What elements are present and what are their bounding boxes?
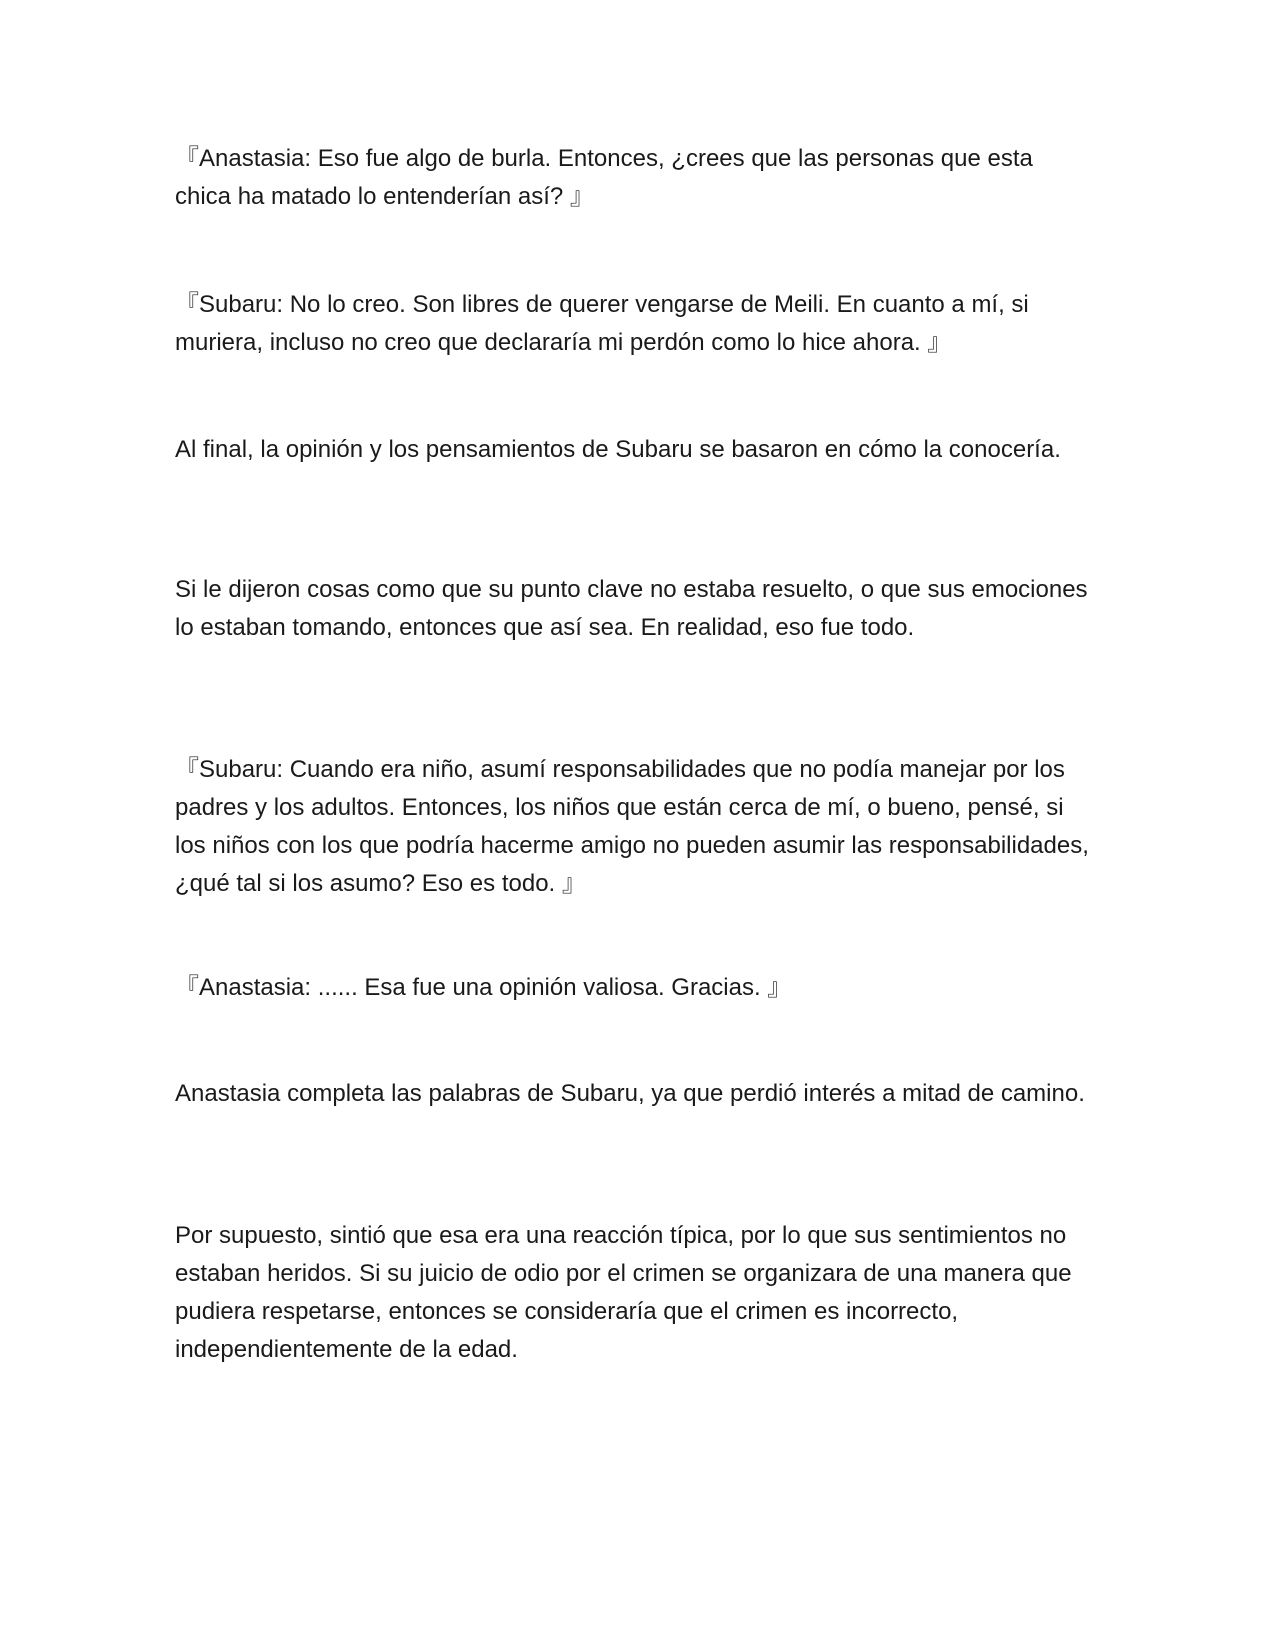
paragraph-dialogue-anastasia-2: 『Anastasia: ...... Esa fue una opinión valiosa. Gracias. 』	[175, 974, 792, 1001]
paragraph-narration-4: Por supuesto, sintió que esa era una reacción típica, por lo que sus sentimientos no estaban heridos. Si su juicio de odio por el crimen se organizara de una manera que pudiera respetarse, entonces se consideraría que el crimen es incorrecto, independientemente de la edad.	[175, 1222, 1072, 1363]
paragraph-dialogue-anastasia-1: 『Anastasia: Eso fue algo de burla. Entonces, ¿crees que las personas que esta chica ha matado lo entenderían así? 』	[175, 145, 1033, 210]
paragraph-dialogue-subaru-1: 『Subaru: No lo creo. Son libres de querer vengarse de Meili. En cuanto a mí, si muriera, incluso no creo que declararía mi perdón como lo hice ahora. 』	[175, 291, 1029, 356]
paragraph-narration-3: Anastasia completa las palabras de Subaru, ya que perdió interés a mitad de camino.	[175, 1080, 1085, 1107]
paragraph-narration-1: Al final, la opinión y los pensamientos de Subaru se basaron en cómo la conocería.	[175, 436, 1061, 463]
paragraph-narration-2: Si le dijeron cosas como que su punto clave no estaba resuelto, o que sus emociones lo estaban tomando, entonces que así sea. En realidad, eso fue todo.	[175, 576, 1088, 641]
paragraph-dialogue-subaru-2: 『Subaru: Cuando era niño, asumí responsabilidades que no podía manejar por los padres y los adultos. Entonces, los niños que están cerca de mí, o bueno, pensé, si los niños con los que podría hacerme amigo no pueden asumir las responsabilidades, ¿qué tal si los asumo? Eso es todo. 』	[175, 756, 1089, 897]
